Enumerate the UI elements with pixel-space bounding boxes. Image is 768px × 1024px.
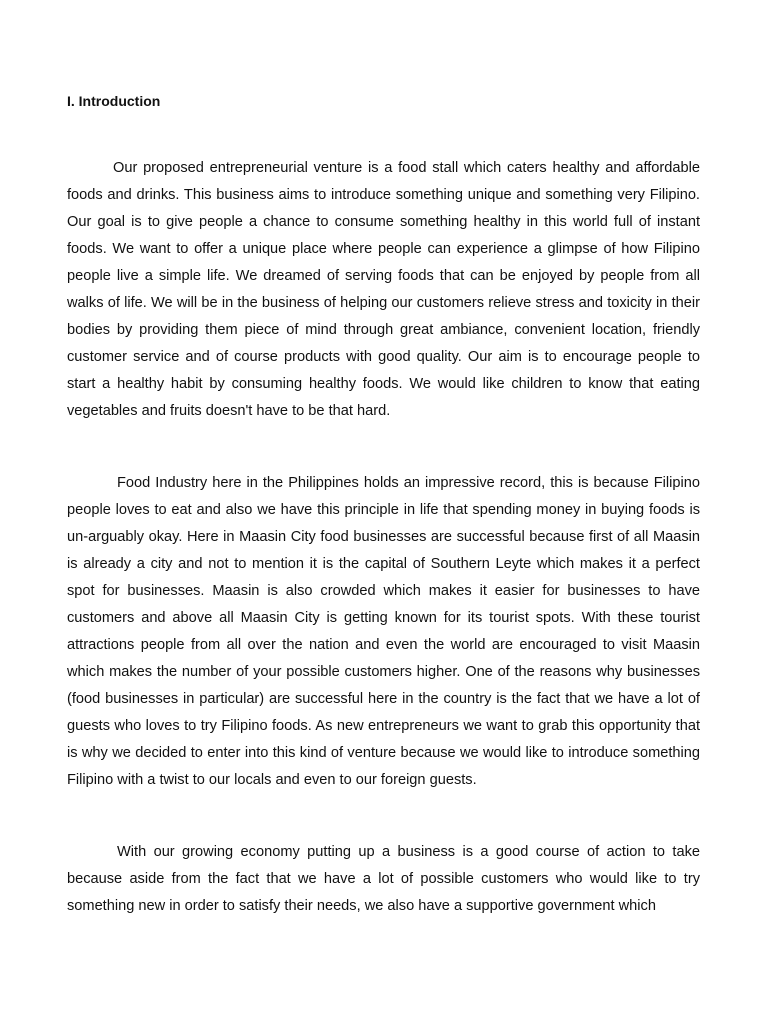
paragraph-3: With our growing economy putting up a business is a good course of action to take because aside from the fact that we have a lot of possible customers who would like to try something new in order to satisfy their needs, we also have a supportive government which bbox=[67, 844, 700, 914]
paragraph-1: Our proposed entrepreneurial venture is a food stall which caters healthy and affordable foods and drinks. This business aims to introduce something unique and something very Filipino. Our goal is to give people a chance to consume something healthy in this world full of instant foods. We want to offer a unique place where people can experience a glimpse of how Filipino people live a simple life. We dreamed of serving foods that can be enjoyed by people from all walks of life. We will be in the business of helping our customers relieve stress and toxicity in their bodies by providing them piece of mind through great ambiance, convenient location, friendly customer service and of course products with good quality. Our aim is to encourage people to start a healthy habit by consuming healthy foods. We would like children to know that eating vegetables and fruits doesn't have to be that hard. bbox=[67, 160, 700, 419]
paragraph-2: Food Industry here in the Philippines holds an impressive record, this is because Filipino people loves to eat and also we have this principle in life that spending money in buying foods is un-arguably okay. Here in Maasin City food businesses are successful because first of all Maasin is already a city and not to mention it is the capital of Southern Leyte which makes it a perfect spot for businesses. Maasin is also crowded which makes it easier for businesses to have customers and above all Maasin City is getting known for its tourist spots. With these tourist attractions people from all over the nation and even the world are encouraged to visit Maasin which makes the number of your possible customers higher. One of the reasons why businesses (food businesses in particular) are successful here in the country is the fact that we have a lot of guests who loves to try Filipino foods. As new entrepreneurs we want to grab this opportunity that is why we decided to enter into this kind of venture because we would like to introduce something Filipino with a twist to our locals and even to our foreign guests. bbox=[67, 475, 700, 788]
section-heading: I. Introduction bbox=[67, 93, 161, 109]
